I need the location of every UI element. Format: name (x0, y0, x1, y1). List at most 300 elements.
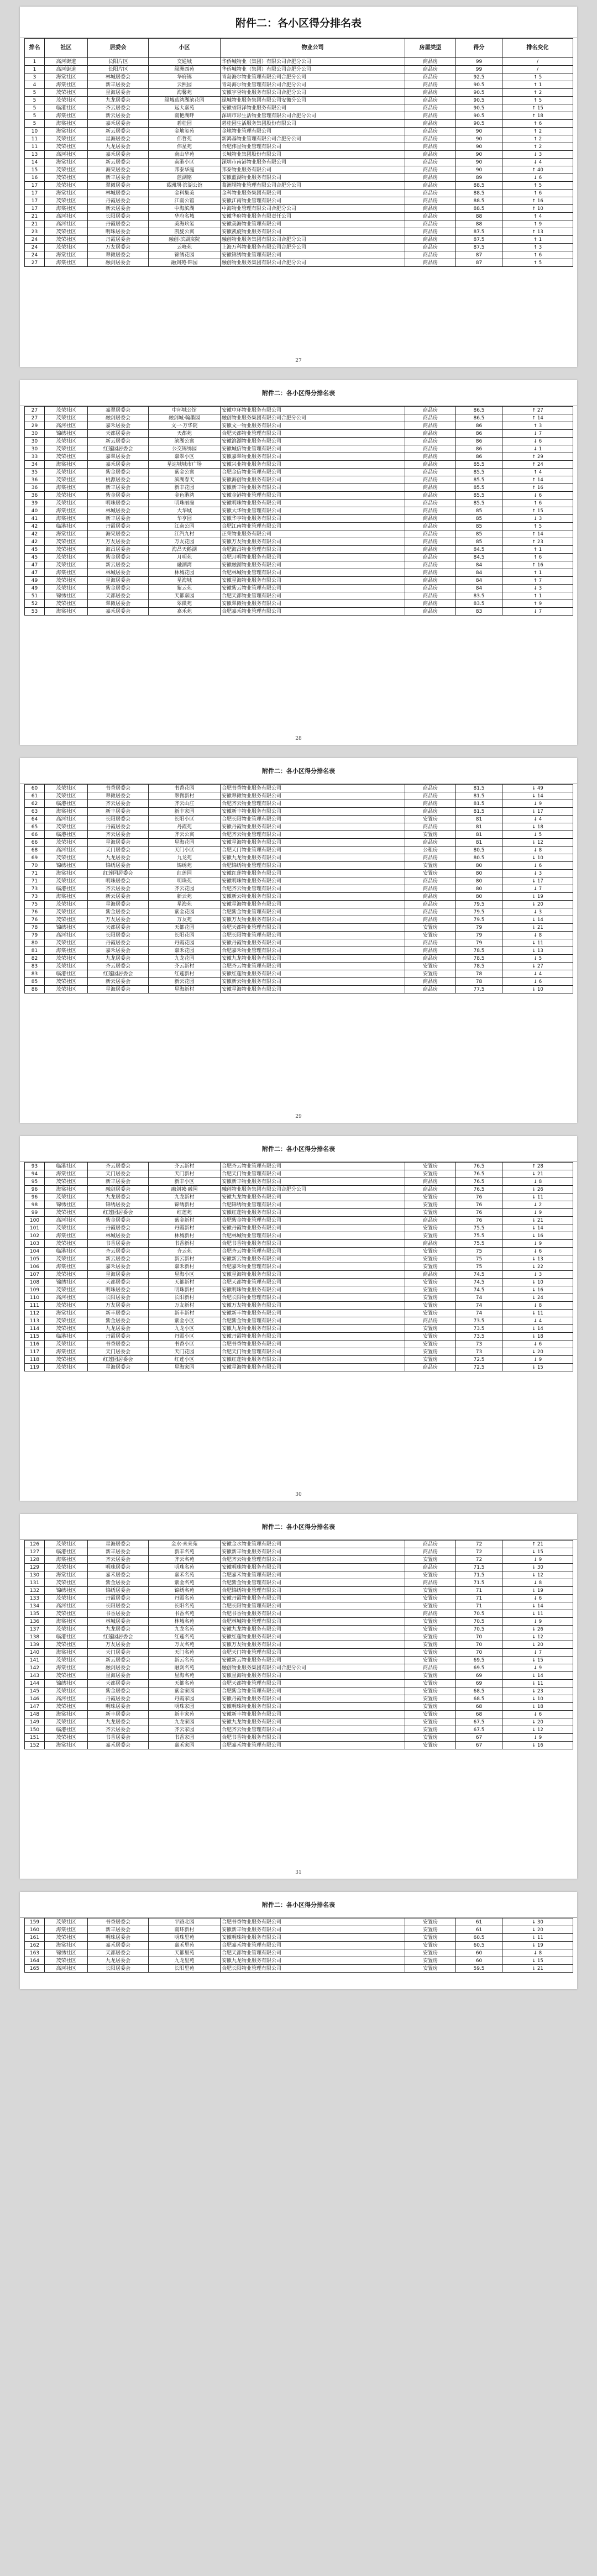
table-row (25, 469, 573, 476)
table-cell: 安置房 (405, 1571, 456, 1579)
table-cell: 安置房 (405, 1672, 456, 1680)
table-cell: 商品房 (405, 792, 456, 800)
running-header: 附件二：各小区得分排名表 (262, 767, 335, 775)
table-header-row (25, 39, 573, 58)
table-cell: 78 (456, 978, 502, 986)
table-cell: ↑ 4 (502, 213, 573, 220)
table-cell: 87.5 (456, 244, 502, 251)
table-row (25, 1695, 573, 1703)
table-cell: 71.5 (456, 1579, 502, 1587)
table-cell: 70.5 (456, 1626, 502, 1633)
table-cell: 合肥锦绣物业管理有限公司 (221, 1587, 405, 1595)
table-cell: 合肥锦绣物业管理有限公司 (221, 862, 405, 870)
table-cell: 星达城城市广场 (149, 461, 221, 469)
table-cell: 星海家园 (149, 1364, 221, 1371)
table-cell: 红莲新村 (149, 970, 221, 978)
table-cell: 合肥长阳物业管理有限公司 (221, 816, 405, 823)
table-cell: 临港社区 (45, 104, 88, 112)
table-cell: 73.5 (456, 1317, 502, 1325)
table-cell: 齐云居委会 (88, 1556, 149, 1564)
table-cell: 商品房 (405, 600, 456, 608)
table-cell: 商品房 (405, 955, 456, 963)
table-cell: 星海新村 (149, 986, 221, 993)
table-cell: 茂荣社区 (45, 1703, 88, 1711)
table-row (25, 461, 573, 469)
table-cell: 丹霞小区 (149, 1333, 221, 1340)
table-cell: 69 (456, 1680, 502, 1687)
table-cell: 安置房 (405, 1711, 456, 1718)
table-cell: 47 (25, 561, 45, 569)
table-row (25, 1356, 573, 1364)
table-cell: 海棠社区 (45, 515, 88, 523)
table-cell: 商品房 (405, 259, 456, 267)
table-cell: 商品房 (405, 182, 456, 190)
table-cell: 林城居委会 (88, 1232, 149, 1240)
table-cell: 长阳里苑 (149, 1965, 221, 1973)
table-cell: 海棠社区 (45, 1263, 88, 1271)
table-cell: ↓ 16 (502, 1286, 573, 1294)
table-cell: ↓ 9 (502, 1209, 573, 1217)
table-cell: 商品房 (405, 205, 456, 213)
table-cell: 商品房 (405, 823, 456, 831)
table-cell: 茂荣社区 (45, 1626, 88, 1633)
table-cell: 安置房 (405, 1626, 456, 1633)
table-cell: 80 (456, 862, 502, 870)
table-cell: 茂荣社区 (45, 414, 88, 422)
table-cell: 86 (25, 986, 45, 993)
table-cell: 商品房 (405, 97, 456, 104)
table-cell: 万友居委会 (88, 916, 149, 924)
table-cell: 45 (25, 546, 45, 554)
table-cell: 合肥林城物业管理有限公司 (221, 569, 405, 577)
table-cell: ↓ 21 (502, 1965, 573, 1973)
table-cell: ↑ 6 (502, 251, 573, 259)
table-cell: 75 (456, 1248, 502, 1255)
table-cell: 海棠社区 (45, 1186, 88, 1194)
table-cell: 明珠新村 (149, 1286, 221, 1294)
table-cell: 林城名苑 (149, 1618, 221, 1626)
table-cell: 84 (456, 569, 502, 577)
table-cell: 76.5 (456, 1186, 502, 1194)
table-cell: 65 (25, 823, 45, 831)
table-cell: 安徽嘉翠物业服务有限公司 (221, 453, 405, 461)
table-cell: 商品房 (405, 1610, 456, 1618)
table-cell: 安徽九龙物业服务有限公司 (221, 1194, 405, 1201)
table-cell: 茂荣社区 (45, 1325, 88, 1333)
table-cell: 29 (25, 422, 45, 430)
table-cell: 茂荣社区 (45, 1178, 88, 1186)
table-cell: ↓ 4 (502, 159, 573, 166)
table-cell: 80 (456, 893, 502, 901)
table-cell: 商品房 (405, 174, 456, 182)
table-cell: 茂荣社区 (45, 143, 88, 151)
table-row (25, 1726, 573, 1734)
table-cell: 90.5 (456, 120, 502, 128)
table-cell: ↓ 26 (502, 1186, 573, 1194)
table-cell: 公交锦绣园 (149, 445, 221, 453)
table-cell: 68.5 (456, 1695, 502, 1703)
table-cell: 交通城 (149, 58, 221, 66)
page-number: 31 (295, 1870, 302, 1875)
table-cell: 南环新村 (149, 1926, 221, 1934)
document-page (20, 1514, 577, 1879)
table-cell: 90 (456, 166, 502, 174)
table-row (25, 1194, 573, 1201)
table-cell: 112 (25, 1310, 45, 1317)
table-cell: 27 (25, 407, 45, 414)
table-cell: 117 (25, 1348, 45, 1356)
table-cell: 79 (456, 924, 502, 932)
table-cell: 金水·未来苑 (149, 1541, 221, 1548)
table-cell: 73 (456, 1348, 502, 1356)
table-cell: 118 (25, 1356, 45, 1364)
table-row (25, 523, 573, 530)
table-cell: 商品房 (405, 251, 456, 259)
table-cell: 合肥锦绣物业管理有限公司 (221, 1201, 405, 1209)
table-cell: 天门小区 (149, 847, 221, 854)
table-cell: 27 (25, 414, 45, 422)
table-cell: 安徽融湖物业服务有限公司 (221, 561, 405, 569)
table-cell: 天都新村 (149, 1279, 221, 1286)
table-cell: 商品房 (405, 492, 456, 500)
table-cell: 86 (456, 422, 502, 430)
table-cell: ↑ 6 (502, 120, 573, 128)
table-cell: 茂荣社区 (45, 600, 88, 608)
table-cell: 安置房 (405, 1286, 456, 1294)
table-cell: 高河社区 (45, 213, 88, 220)
table-cell: 丹霞花园 (149, 939, 221, 947)
table-cell: 齐云居委会 (88, 831, 149, 839)
table-cell: 紫金小区 (149, 1317, 221, 1325)
table-row (25, 66, 573, 73)
table-cell: 81.5 (456, 800, 502, 808)
table-cell: 正荣物业服务有限公司 (221, 530, 405, 538)
table-cell: 嘉禾苑 (149, 608, 221, 616)
table-cell: ↓ 6 (502, 1711, 573, 1718)
table-cell: 商品房 (405, 89, 456, 97)
table-cell: 47 (25, 569, 45, 577)
table-cell: 星海居委会 (88, 901, 149, 908)
page-number: 29 (295, 1114, 302, 1119)
table-cell: 南山华苑 (149, 151, 221, 159)
table-cell: 万友苑 (149, 916, 221, 924)
table-cell: 安徽江南物业管理有限公司 (221, 197, 405, 205)
table-cell: ↓ 8 (502, 1949, 573, 1957)
table-cell: 茂荣社区 (45, 1317, 88, 1325)
table-cell: 海棠社区 (45, 1649, 88, 1657)
table-cell: 长阳居委会 (88, 932, 149, 939)
table-cell: 合肥天都物业管理有限公司 (221, 1279, 405, 1286)
table-cell: 天都花园 (149, 924, 221, 932)
table-cell: 华府锦 (149, 73, 221, 81)
table-cell: 72 (456, 1541, 502, 1548)
table-cell: 119 (25, 1364, 45, 1371)
table-cell: 115 (25, 1333, 45, 1340)
table-cell: 合肥金信物业管理有限公司 (221, 469, 405, 476)
table-cell: 茂荣社区 (45, 135, 88, 143)
table-cell: 85 (456, 507, 502, 515)
table-cell: 书香家园 (149, 1734, 221, 1742)
table-cell: 73 (25, 885, 45, 893)
table-cell: 海棠社区 (45, 530, 88, 538)
table-cell: 合肥齐云物业管理有限公司 (221, 831, 405, 839)
table-cell: 新云居委会 (88, 438, 149, 445)
table-cell: 红莲园 (149, 870, 221, 877)
table-cell: 42 (25, 538, 45, 546)
table-cell: 红莲苑 (149, 1209, 221, 1217)
table-row (25, 978, 573, 986)
table-cell: 茂荣社区 (45, 445, 88, 453)
table-cell: 安置房 (405, 1703, 456, 1711)
table-cell: 锦绣居委会 (88, 1587, 149, 1595)
table-cell: 安置房 (405, 1657, 456, 1664)
table-cell: 九龙苑 (149, 854, 221, 862)
table-cell: 安置房 (405, 1348, 456, 1356)
table-cell: 书香新村 (149, 1240, 221, 1248)
table-cell: 90.5 (456, 112, 502, 120)
table-cell: 141 (25, 1657, 45, 1664)
table-cell: 翠微居委会 (88, 600, 149, 608)
table-cell: 茂荣社区 (45, 166, 88, 174)
table-cell: 商品房 (405, 120, 456, 128)
table-cell: 蓝湖铭 (149, 174, 221, 182)
table-cell: 70 (456, 1641, 502, 1649)
table-cell: ↑ 2 (502, 128, 573, 135)
table-cell: 天门花园 (149, 1348, 221, 1356)
table-cell: 合肥天都物业管理有限公司 (221, 1949, 405, 1957)
table-cell: 合肥书香物业服务有限公司 (221, 1610, 405, 1618)
table-cell: 安徽星海物业服务有限公司 (221, 901, 405, 908)
table-cell: 商品房 (405, 430, 456, 438)
running-header: 附件二：各小区得分排名表 (262, 1145, 335, 1153)
table-cell: 中海滨湖 (149, 205, 221, 213)
table-row (25, 1610, 573, 1618)
table-cell: 126 (25, 1541, 45, 1548)
table-cell: 九龙居委会 (88, 1194, 149, 1201)
table-cell: 24 (25, 244, 45, 251)
table-cell: 安徽翠微物业服务有限公司 (221, 792, 405, 800)
table-cell: 紫金名苑 (149, 1579, 221, 1587)
table-cell: 85 (456, 523, 502, 530)
table-cell: 116 (25, 1340, 45, 1348)
table-cell: 临港社区 (45, 831, 88, 839)
table-row (25, 1541, 573, 1548)
table-row (25, 1317, 573, 1325)
table-cell: 海棠社区 (45, 1742, 88, 1749)
table-cell: 安徽万友物业服务有限公司 (221, 538, 405, 546)
table-cell: ↓ 12 (502, 1633, 573, 1641)
table-cell: 融创物业服务集团有限公司合肥分公司 (221, 1186, 405, 1194)
table-cell: 齐云居委会 (88, 1163, 149, 1170)
table-cell: 70.5 (456, 1610, 502, 1618)
table-cell: ↓ 11 (502, 1194, 573, 1201)
table-cell: 109 (25, 1286, 45, 1294)
table-cell: 锦绣社区 (45, 430, 88, 438)
table-cell: 合肥林城物业管理有限公司 (221, 1618, 405, 1626)
table-cell: 明珠居委会 (88, 500, 149, 507)
document-page (20, 7, 577, 367)
table-cell: 茂荣社区 (45, 1687, 88, 1695)
table-cell: ↑ 16 (502, 197, 573, 205)
table-cell: 茂荣社区 (45, 1340, 88, 1348)
table-cell: 安徽星海物业服务有限公司 (221, 1672, 405, 1680)
table-row (25, 1687, 573, 1695)
table-cell: 新云居委会 (88, 205, 149, 213)
table-cell: 茂荣社区 (45, 1209, 88, 1217)
table-cell: 茂荣社区 (45, 554, 88, 561)
table-cell: 海棠社区 (45, 1571, 88, 1579)
table-cell: 71.5 (456, 1564, 502, 1571)
table-cell: 合肥齐云物业管理有限公司 (221, 1163, 405, 1170)
table-row (25, 1209, 573, 1217)
table-cell: ↑ 14 (502, 476, 573, 484)
table-cell: 安置房 (405, 1602, 456, 1610)
table-cell: 安置房 (405, 924, 456, 932)
page-header (20, 758, 577, 784)
table-cell: 1 (25, 66, 45, 73)
table-cell: 安徽文一物业服务有限公司 (221, 422, 405, 430)
table-cell: 高河社区 (45, 1294, 88, 1302)
table-cell: 146 (25, 1695, 45, 1703)
table-cell: 85 (456, 515, 502, 523)
table-cell: ↑ 9 (502, 220, 573, 228)
table-row (25, 970, 573, 978)
table-cell: 60 (25, 785, 45, 792)
table-row (25, 430, 573, 438)
table-cell: ↓ 18 (502, 823, 573, 831)
table-cell: 151 (25, 1734, 45, 1742)
table-cell: 海棠社区 (45, 1664, 88, 1672)
table-row (25, 492, 573, 500)
table-row (25, 182, 573, 190)
table-cell: 安徽城信物业管理有限公司 (221, 445, 405, 453)
table-cell: 天门居委会 (88, 1170, 149, 1178)
table-row (25, 592, 573, 600)
table-cell: 海棠社区 (45, 81, 88, 89)
table-cell: ↓ 20 (502, 1641, 573, 1649)
table-cell: 茂荣社区 (45, 1579, 88, 1587)
table-cell: 书香名苑 (149, 1610, 221, 1618)
table-cell: ↑ 1 (502, 81, 573, 89)
table-cell: 红莲园居委会 (88, 870, 149, 877)
table-cell: 新云居委会 (88, 978, 149, 986)
table-cell: 41 (25, 515, 45, 523)
table-row (25, 159, 573, 166)
table-row (25, 453, 573, 461)
table-cell: 融剑名苑 (149, 1664, 221, 1672)
table-cell: 70.5 (456, 1618, 502, 1626)
table-cell: 安置房 (405, 1325, 456, 1333)
table-cell: 融剑城·融园 (149, 1186, 221, 1194)
table-cell: 68.5 (456, 1687, 502, 1695)
table-cell: 临港社区 (45, 1548, 88, 1556)
table-cell: ↓ 9 (502, 1618, 573, 1626)
table-cell: 齐云山庄 (149, 800, 221, 808)
table-cell: 安徽新丰物业服务有限公司 (221, 1711, 405, 1718)
table-cell: 安置房 (405, 1294, 456, 1302)
table-cell: 74 (456, 1294, 502, 1302)
table-cell: 天都里苑 (149, 1949, 221, 1957)
table-cell: 安置房 (405, 932, 456, 939)
table-cell: 10 (25, 128, 45, 135)
table-cell: 72 (456, 1556, 502, 1564)
table-cell: 商品房 (405, 515, 456, 523)
table-cell: ↓ 17 (502, 808, 573, 816)
table-cell: 林城新村 (149, 1232, 221, 1240)
table-row (25, 228, 573, 236)
table-cell: 融剑居委会 (88, 1664, 149, 1672)
table-cell: ↓ 14 (502, 916, 573, 924)
table-cell: 68 (456, 1711, 502, 1718)
table-cell: 商品房 (405, 190, 456, 197)
table-cell: 远大嘉苑 (149, 104, 221, 112)
table-cell: 71 (456, 1595, 502, 1602)
table-row (25, 244, 573, 251)
table-cell: 紫金新村 (149, 1217, 221, 1224)
table-cell: 合肥天门物业管理有限公司 (221, 1649, 405, 1657)
table-cell: 98 (25, 1201, 45, 1209)
table-cell: ↑ 7 (502, 577, 573, 585)
table-row (25, 476, 573, 484)
table-cell: 72 (456, 1548, 502, 1556)
table-cell: 安徽丹霞物业服务有限公司 (221, 823, 405, 831)
table-cell: 61 (456, 1918, 502, 1926)
table-cell: 商品房 (405, 104, 456, 112)
column-header: 房屋类型 (405, 39, 456, 58)
table-cell: 茂荣社区 (45, 963, 88, 970)
table-cell: 安置房 (405, 1194, 456, 1201)
table-cell: 79.5 (456, 901, 502, 908)
table-row (25, 174, 573, 182)
table-cell: 翠微居委会 (88, 182, 149, 190)
table-cell: 商品房 (405, 58, 456, 66)
table-cell: ↓ 7 (502, 885, 573, 893)
table-cell: 80 (456, 885, 502, 893)
table-cell: ↓ 11 (502, 939, 573, 947)
table-cell: ↑ 6 (502, 190, 573, 197)
table-cell: 茂荣社区 (45, 1595, 88, 1602)
table-cell: 安徽锦绣物业管理有限公司 (221, 251, 405, 259)
table-row (25, 1556, 573, 1564)
table-cell: ↓ 14 (502, 1224, 573, 1232)
table-cell: ↓ 14 (502, 1602, 573, 1610)
table-row (25, 947, 573, 955)
table-cell: 嘉禾名苑 (149, 1571, 221, 1579)
table-cell: 茂荣社区 (45, 476, 88, 484)
table-cell: 九龙居委会 (88, 955, 149, 963)
table-cell: 70 (456, 1649, 502, 1657)
table-cell: ↓ 13 (502, 1255, 573, 1263)
table-cell: 海昌居委会 (88, 546, 149, 554)
table-cell: 林城居委会 (88, 190, 149, 197)
table-cell: 书香居委会 (88, 1918, 149, 1926)
table-cell: 安徽兴业物业服务有限公司 (221, 461, 405, 469)
table-cell: 15 (25, 166, 45, 174)
table-cell: 148 (25, 1711, 45, 1718)
table-cell: ↓ 14 (502, 1672, 573, 1680)
table-cell: 邦泰华庭 (149, 166, 221, 174)
table-cell: ↓ 15 (502, 1957, 573, 1965)
table-cell: 海棠居委会 (88, 530, 149, 538)
table-cell: 茂荣社区 (45, 785, 88, 792)
table-cell: 茂荣社区 (45, 823, 88, 831)
table-cell: 明珠苑 (149, 877, 221, 885)
table-cell: 高河社区 (45, 847, 88, 854)
table-cell: 75 (456, 1255, 502, 1263)
table-row (25, 1718, 573, 1726)
table-cell: 星海居委会 (88, 839, 149, 847)
table-cell: 商品房 (405, 73, 456, 81)
